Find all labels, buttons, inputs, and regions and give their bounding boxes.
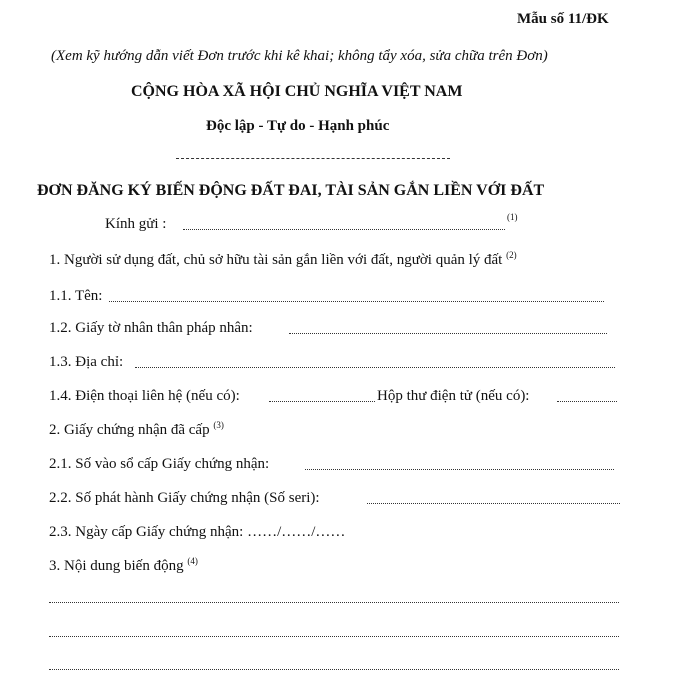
id-doc-field[interactable] <box>289 333 607 334</box>
date-field[interactable]: ……/……/…… <box>247 524 346 540</box>
id-doc-label: 1.2. Giấy tờ nhân thân pháp nhân: <box>49 320 253 336</box>
name-label: 1.1. Tên: <box>49 288 103 304</box>
change-content-line-1[interactable] <box>49 602 619 603</box>
date-label: 2.3. Ngày cấp Giấy chứng nhận: ……/……/…… <box>49 524 346 540</box>
section2-heading: 2. Giấy chứng nhận đã cấp $^{(3)}$ <box>49 420 224 438</box>
email-field[interactable] <box>557 401 617 402</box>
registry-label: 2.1. Số vào sổ cấp Giấy chứng nhận: <box>49 456 270 472</box>
serial-field[interactable] <box>367 503 620 504</box>
section3-heading: 3. Nội dung biến động $^{(4)}$ <box>49 556 198 574</box>
form-title: ĐƠN ĐĂNG KÝ BIẾN ĐỘNG ĐẤT ĐAI, TÀI SẢN GẮN LIỀN VỚI ĐẤT <box>37 182 545 199</box>
national-title: CỘNG HÒA XÃ HỘI CHỦ NGHĨA VIỆT NAM <box>131 83 463 100</box>
form-number: Mẫu số 11/ĐK <box>517 11 609 27</box>
registry-field[interactable] <box>305 469 614 470</box>
name-field[interactable] <box>109 301 604 302</box>
change-content-line-3[interactable] <box>49 669 619 670</box>
section2-note: (3) <box>213 420 224 430</box>
section1-heading: 1. Người sử dụng đất, chủ sở hữu tài sản gắn liền với đất, người quản lý đất $^{(2)}$ <box>49 250 517 268</box>
phone-label: 1.4. Điện thoại liên hệ (nếu có): <box>49 388 240 404</box>
email-label: Hộp thư điện tử (nếu có): <box>377 388 530 404</box>
recipient-label: Kính gửi : <box>105 216 167 232</box>
instruction-note: (Xem kỹ hướng dẫn viết Đơn trước khi kê khai; không tẩy xóa, sửa chữa trên Đơn) <box>51 48 548 64</box>
section3-note: (4) <box>187 556 198 566</box>
serial-label: 2.2. Số phát hành Giấy chứng nhận (Số seri): <box>49 490 320 506</box>
recipient-field[interactable] <box>183 229 505 230</box>
address-label: 1.3. Địa chỉ: <box>49 354 124 370</box>
motto: Độc lập - Tự do - Hạnh phúc <box>206 118 390 134</box>
section1-note: (2) <box>506 250 517 260</box>
separator-line <box>176 158 450 159</box>
phone-field[interactable] <box>269 401 375 402</box>
change-content-line-2[interactable] <box>49 636 619 637</box>
address-field[interactable] <box>135 367 615 368</box>
recipient-note: (1) <box>507 212 518 222</box>
